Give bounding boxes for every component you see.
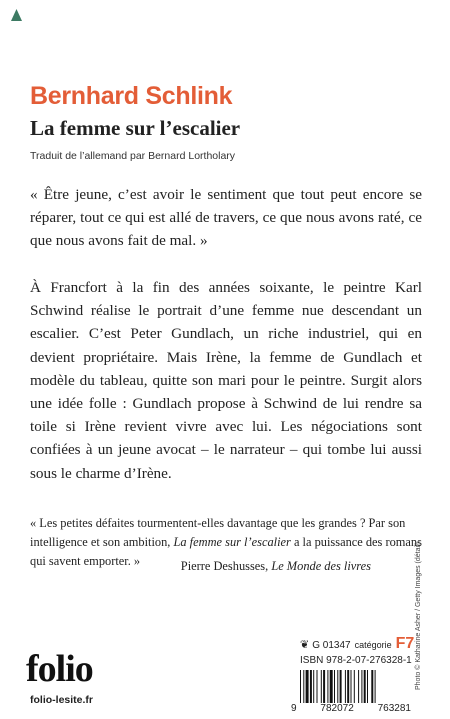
translator-credit: Traduit de l’allemand par Bernard Lortholary <box>30 150 236 162</box>
category-label: catégorie <box>354 640 392 650</box>
press-quote-title: La femme sur l’escalier <box>173 535 291 549</box>
barcode-digit-group: 782072 <box>320 703 354 714</box>
press-critic: Pierre Deshusses, <box>180 559 272 573</box>
book-quote: « Être jeune, c’est avoir le sentiment que tout peut encore se réparer, tout ce qui est allé de travers, ce que nous avons raté, ce que nous avons fait de mal. » <box>30 186 422 249</box>
publisher-site: folio-lesite.fr <box>30 694 94 706</box>
publisher-code-line <box>300 635 414 653</box>
book-author: Bernhard Schlink <box>30 82 233 110</box>
press-quote-part1: « Les petites défaites tourmentent-elles davantage que les grandes ? Par son intelligence et son ambition, <box>30 516 406 549</box>
barcode-digit-group: 763281 <box>377 703 411 714</box>
isbn: ISBN 978-2-07-276328-1 <box>300 655 412 666</box>
folio-logo: folio <box>26 648 93 690</box>
book-title: La femme sur l’escalier <box>30 116 241 140</box>
press-quote-part2: a la puissance des romans qui savent emporter. » <box>30 535 422 568</box>
barcode-digit-group: 9 <box>291 703 297 714</box>
book-summary: À Francfort à la fin des années soixante, le peintre Karl Schwind réalise le portrait d’une femme nue descendant un escalier. C’est Peter Gundlach, un riche industriel, qui en devient propriétaire. Mais Irène, la femme de Gundlach et modèle du tableau, quitte son mari pour le peintre. Surgit alors une idée folle : Gundlach propose à Schwind de lui rendre sa toile si Irène revient vivre avec lui. Les négociations sont confiées à un jeune avocat – le narrateur – qui tombe lui aussi sous le charme d’Irène. <box>30 279 422 482</box>
press-source <box>181 559 371 574</box>
category-code: F7 <box>395 635 415 652</box>
publisher-code: G 01347 <box>312 640 351 651</box>
photo-credit: Photo © Katharine Asher / Getty Images (détail). <box>415 540 422 690</box>
publisher-symbol-icon: ❦ <box>300 639 310 651</box>
triangle-mark-icon <box>11 9 22 21</box>
barcode-digits <box>291 703 411 714</box>
press-publication: Le Monde des livres <box>271 559 371 573</box>
